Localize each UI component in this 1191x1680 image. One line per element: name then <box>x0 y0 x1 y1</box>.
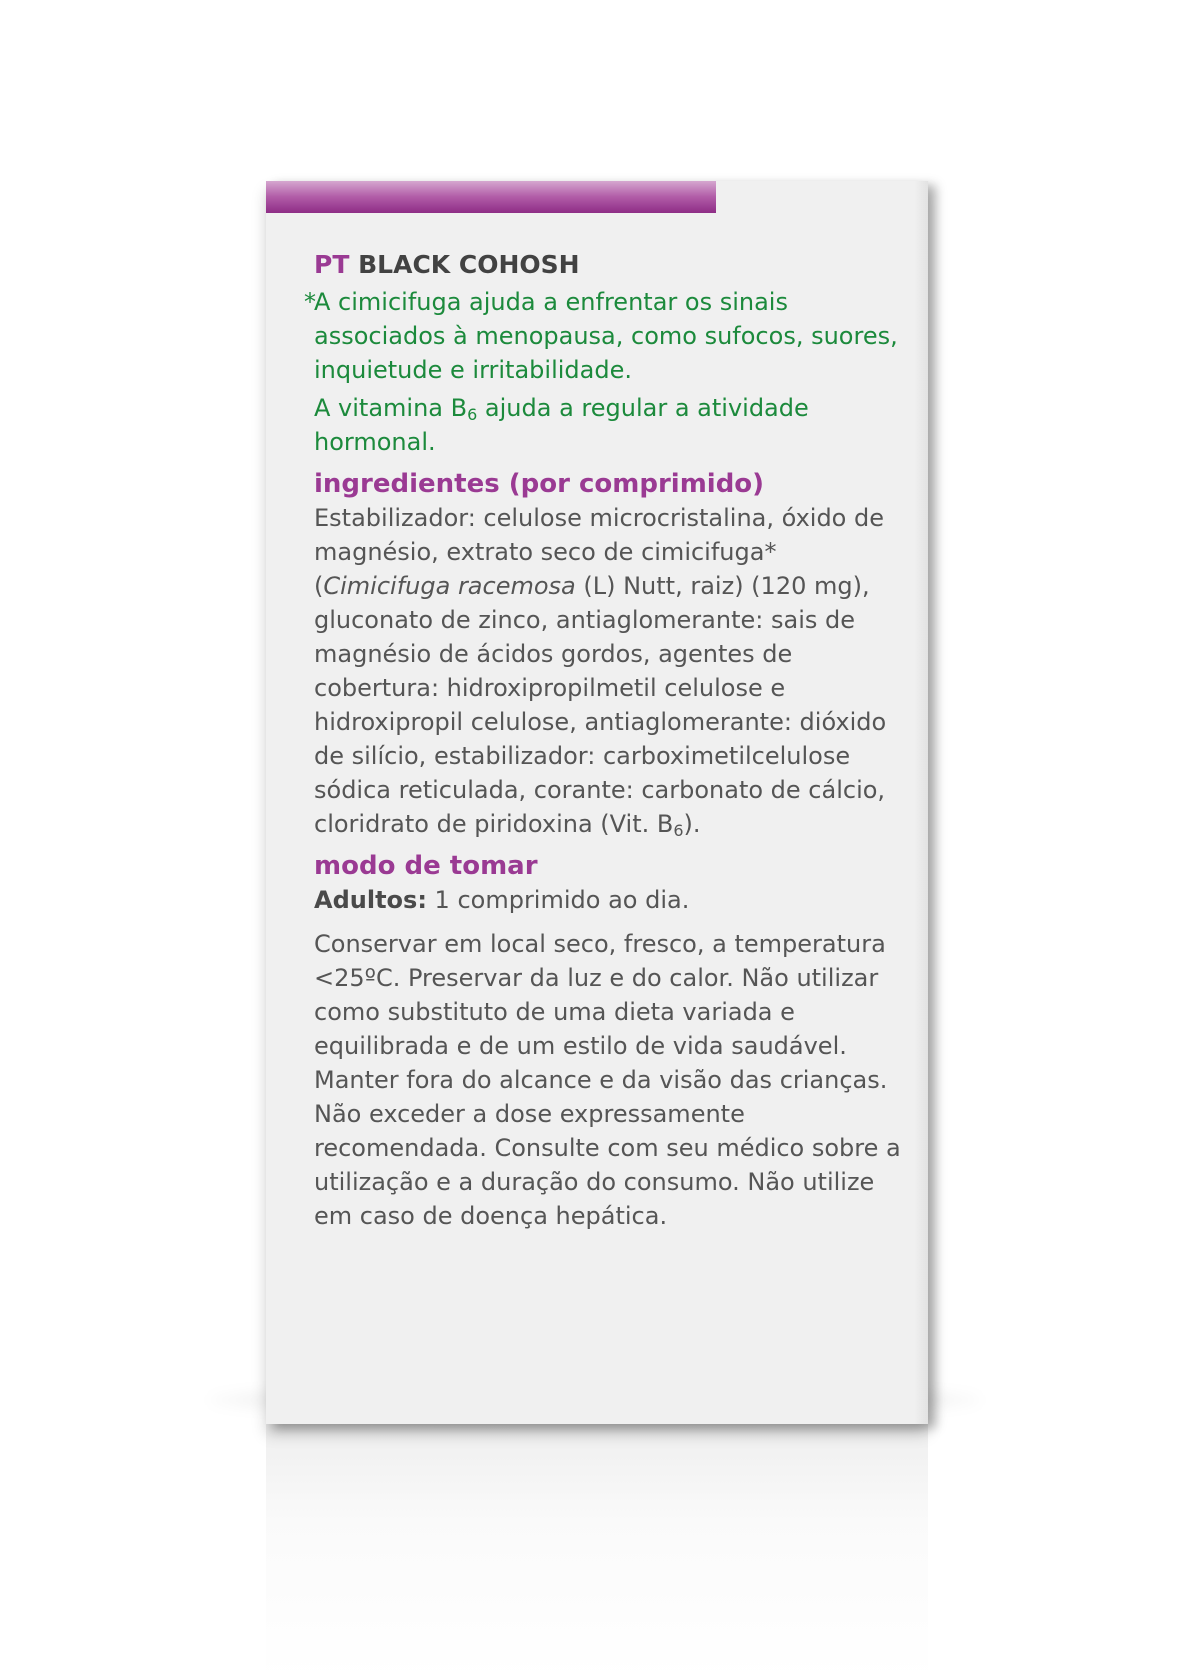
dosage-heading: modo de tomar <box>314 851 538 881</box>
ingredients-text: Estabilizador: celulose microcristalina, óxido de magnésio, extrato seco de cimicifuga* (Cimicifuga racemosa (L) Nutt, raiz) (120 mg), gluconato de zinco, antiaglomerante: sais de magnésio de ácidos gordos, agentes de cobertura: hidroxipropilmetil celulose e hidroxipropil celulose, antiaglomerante: dióxido de silício, estabilizador: carboximetilcelulose sódica reticulada, corante: carbonato de cálcio, cloridrato de piridoxina (Vit. $B_6$). <box>314 504 887 840</box>
dosage-text: Adultos: 1 comprimido ao dia. <box>314 886 690 914</box>
top-color-band <box>266 181 716 213</box>
language-code: PT <box>314 250 350 279</box>
claim-asterisk: * <box>304 288 316 316</box>
ingredients-heading: ingredientes (por comprimido) <box>314 469 765 499</box>
product-title <box>314 249 914 281</box>
storage-warnings-text: Conservar em local seco, fresco, a temperatura <25ºC. Preservar da luz e do calor. Não utilizar como substituto de uma dieta variada e equilibrada e de um estilo de vida saudável. Manter fora do alcance e da visão das crianças. Não exceder a dose expressamente recomendada. Consulte com seu médico sobre a utilização e a duração do consumo. Não utilize em caso de doença hepática. <box>314 930 901 1230</box>
box-reflection <box>266 1424 928 1680</box>
dosage-label: Adultos: <box>314 886 427 914</box>
product-box-side-panel <box>266 181 928 1424</box>
health-claims <box>304 285 914 459</box>
claim-cimicifuga: A cimicifuga ajuda a enfrentar os sinais associados à menopausa, como sufocos, suores, inquietude e irritabilidade. <box>314 288 898 384</box>
claim-vitamin-b6: A vitamina $B_6$ ajuda a regular a atividade hormonal. <box>314 394 809 456</box>
latin-name: Cimicifuga racemosa <box>323 572 576 600</box>
product-name: BLACK COHOSH <box>358 250 580 279</box>
label-content <box>304 249 914 1233</box>
